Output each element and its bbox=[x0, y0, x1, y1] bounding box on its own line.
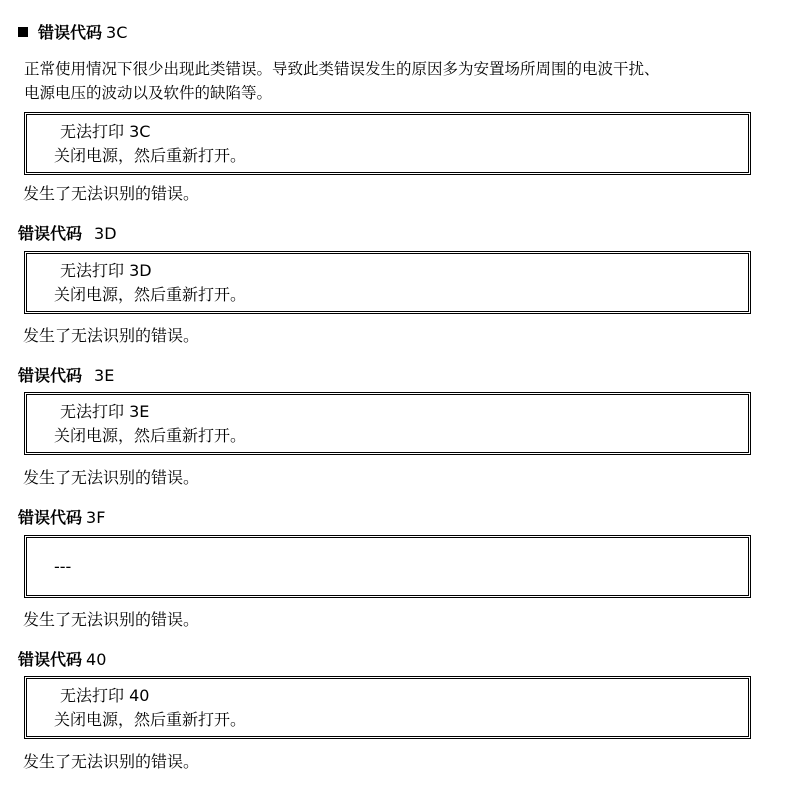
section-heading-40 bbox=[18, 649, 106, 671]
intro-line: 电源电压的波动以及软件的缺陷等。 bbox=[24, 84, 273, 102]
error-description: 发生了无法识别的错误。 bbox=[23, 752, 200, 771]
message-line-2: 关闭电源，然后重新打开。 bbox=[54, 285, 247, 304]
black-square-bullet-icon bbox=[18, 27, 28, 37]
intro-paragraph bbox=[24, 57, 779, 105]
message-line-2: 关闭电源，然后重新打开。 bbox=[54, 426, 247, 445]
message-box-40 bbox=[24, 676, 751, 739]
heading-label: 错误代码 bbox=[38, 23, 103, 42]
section-heading-3d bbox=[18, 223, 117, 245]
message-box-3f bbox=[24, 535, 751, 598]
message-line-2: 关闭电源，然后重新打开。 bbox=[54, 146, 247, 165]
heading-code: 3D bbox=[94, 224, 117, 243]
heading-code: 40 bbox=[86, 650, 107, 669]
heading-code: 3E bbox=[94, 366, 115, 385]
heading-code: 3C bbox=[106, 23, 128, 42]
message-placeholder: --- bbox=[54, 557, 72, 576]
error-description: 发生了无法识别的错误。 bbox=[23, 184, 200, 203]
intro-line: 正常使用情况下很少出现此类错误。导致此类错误发生的原因多为安置场所周围的电波干扰、 bbox=[24, 60, 660, 78]
message-line-1: 无法打印 40 bbox=[60, 686, 150, 705]
message-line-1: 无法打印 3D bbox=[60, 261, 152, 280]
heading-label: 错误代码 bbox=[18, 650, 83, 669]
section-heading-3e bbox=[18, 365, 114, 387]
message-line-1: 无法打印 3E bbox=[60, 402, 150, 421]
section-heading-3c bbox=[18, 22, 127, 44]
heading-code: 3F bbox=[86, 508, 106, 527]
heading-label: 错误代码 bbox=[18, 508, 83, 527]
error-description: 发生了无法识别的错误。 bbox=[23, 468, 200, 487]
heading-label: 错误代码 bbox=[18, 224, 83, 243]
message-box-3c bbox=[24, 112, 751, 175]
error-description: 发生了无法识别的错误。 bbox=[23, 610, 200, 629]
message-line-1: 无法打印 3C bbox=[60, 122, 151, 141]
message-box-3d bbox=[24, 251, 751, 314]
message-box-3e bbox=[24, 392, 751, 455]
section-heading-3f bbox=[18, 507, 105, 529]
message-line-2: 关闭电源，然后重新打开。 bbox=[54, 710, 247, 729]
heading-label: 错误代码 bbox=[18, 366, 83, 385]
error-description: 发生了无法识别的错误。 bbox=[23, 326, 200, 345]
